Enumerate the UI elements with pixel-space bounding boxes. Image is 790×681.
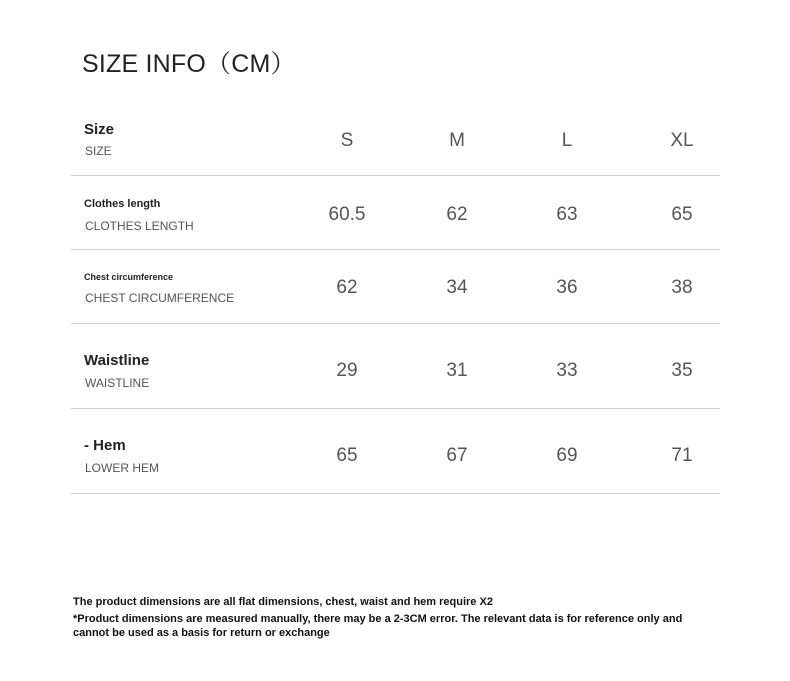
row-sublabel: CLOTHES LENGTH [85,219,194,233]
row-label: Chest circumference [84,272,174,282]
value-cell: 63 [556,204,578,225]
value-cell: 67 [446,445,468,466]
value-cell: 35 [671,360,693,381]
value-cell: 65 [671,204,693,225]
row-sublabel: CHEST CIRCUMFERENCE [85,291,235,305]
value-cell: 29 [336,360,358,381]
row-sublabel: LOWER HEM [85,461,160,475]
header-label: Size [84,121,115,138]
row-sublabel: WAISTLINE [85,376,150,390]
value-cell: 65 [336,445,358,466]
value-cell: 36 [556,277,578,298]
value-cell: 34 [446,277,468,298]
size-header-xl: XL [670,130,694,151]
table-header-row [71,108,720,176]
value-cell: 62 [336,277,358,298]
value-cell: 69 [556,445,578,466]
measurement-disclaimer: *Product dimensions are measured manually, there may be a 2-3CM error. The relevant data is for reference only and cannot be used as a basis for return or exchange [73,613,683,639]
table-row [71,250,720,324]
row-label: Waistline [84,352,150,369]
value-cell: 60.5 [328,204,366,225]
value-cell: 31 [446,360,468,381]
row-label: Clothes length [84,198,161,210]
table-row [71,409,720,494]
table-row [71,176,720,250]
value-cell: 71 [671,445,693,466]
size-header-m: M [449,130,465,151]
size-notes [73,595,713,640]
value-cell: 62 [446,204,468,225]
table-row [71,324,720,409]
size-header-l: L [561,130,573,151]
value-cell: 38 [671,277,693,298]
size-header-s: S [340,130,354,151]
value-cell: 33 [556,360,578,381]
header-sublabel: SIZE [85,144,112,158]
row-label: - Hem [84,437,126,454]
size-table [71,108,720,494]
page-title: SIZE INFO（CM） [82,50,296,78]
flat-dimension-note: The product dimensions are all flat dimensions, chest, waist and hem require X2 [73,596,493,608]
